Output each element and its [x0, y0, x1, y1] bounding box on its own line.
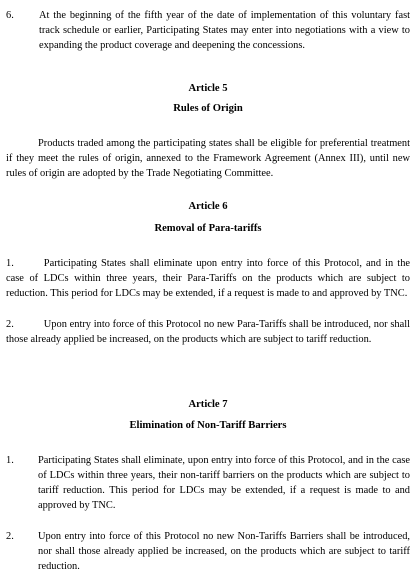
item-number: 1. [6, 455, 14, 466]
article-6-number: Article 6 [188, 201, 228, 212]
item-text: Upon entry into force of this Protocol no new Non-Tariffs Barriers shall be introduced, nor shall those already applied be increased, on the products which are subject to tariff reduction. [38, 531, 410, 572]
item-number: 1. [6, 258, 14, 269]
item-number: 2. [6, 531, 14, 542]
article-5-text: Products traded among the participating states shall be eligible for preferential treatment if they meet the rules of origin, annexed to the Framework Agreement (Annex III), until new rules of origin are adopted by the Trade Negotiating Committee. [6, 138, 410, 179]
article-7-item-2 [6, 529, 410, 574]
paragraph-number: 6. [6, 10, 14, 21]
article-5-title: Rules of Origin [173, 103, 243, 114]
article-7-item-1 [6, 453, 410, 513]
article-7-title: Elimination of Non-Tariff Barriers [129, 420, 287, 431]
paragraph-text: At the beginning of the fifth year of the date of implementation of this voluntary fast track schedule or earlier, Participating States may enter into negotiations with a view to expanding the product coverage and deepening the concessions. [39, 10, 410, 51]
item-text: Participating States shall eliminate upon entry into force of this Protocol, and in the case of LDCs within three years, their Para-Tariffs on the products which are subject to reduction. This period for LDCs may be extended, if a request is made to and approved by TNC. [6, 258, 410, 299]
item-text: Upon entry into force of this Protocol no new Para-Tariffs shall be introduced, nor shall those already applied be increased, on the products which are subject to tariff reduction. [6, 319, 410, 345]
article-5-number: Article 5 [188, 83, 228, 94]
article-6-item-1 [6, 256, 410, 301]
paragraph-6 [6, 8, 410, 53]
item-text: Participating States shall eliminate, upon entry into force of this Protocol, and in the case of LDCs within three years, their non-tariff barriers on the products which are subject to tariff reduction. This period for LDCs may be extended, if a request is made to and approved by TNC. [38, 455, 410, 511]
article-6-item-2 [6, 317, 410, 347]
article-6-title: Removal of Para-tariffs [154, 223, 262, 234]
article-7-number: Article 7 [188, 399, 228, 410]
item-number: 2. [6, 319, 14, 330]
